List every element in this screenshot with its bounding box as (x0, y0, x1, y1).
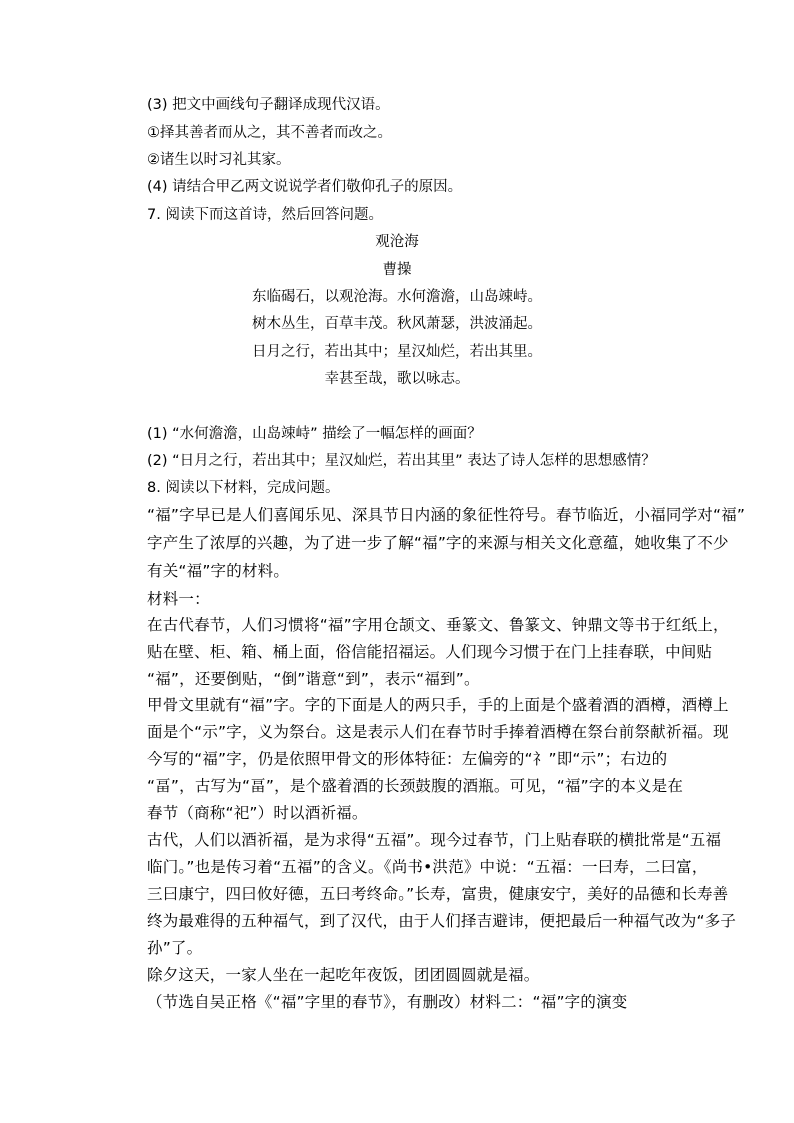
material-1-paragraph-3: 三曰康宁，四曰攸好德，五曰考终命。”长寿，富贵，健康安宁，美好的品德和长寿善 (147, 885, 729, 903)
material-intro-line: “福”字早已是人们喜闻乐见、深具节日内涵的象征性符号。春节临近，小福同学对“福” (147, 506, 746, 524)
poem-question-2: (2) “日月之行，若出其中；星汉灿烂，若出其里” 表达了诗人怎样的思想感情？ (147, 453, 656, 469)
material-1-paragraph-2: 甲骨文里就有“福”字。字的下面是人的两只手，手的上面是个盛着酒的酒樽，酒樽上 (147, 696, 729, 714)
question-3: (3) 把文中画线句子翻译成现代汉语。 (147, 97, 390, 113)
poem-author: 曹操 (382, 262, 412, 278)
material-1-paragraph-1: 贴在壁、柜、箱、桶上面，俗信能招福运。人们现今习惯于在门上挂春联，中间贴 (147, 643, 713, 661)
poem-title: 观沧海 (375, 234, 419, 250)
material-1-paragraph-1: “福”，还要倒贴，“倒”谐意“到”，表示“福到”。 (147, 670, 480, 688)
material-1-paragraph-3: 终为最难得的五种福气，到了汉代，由于人们择吉避讳，便把最后一种福气改为“多子 (147, 912, 737, 930)
material-1-paragraph-3: 古代，人们以酒祈福，是为求得“五福”。现今过春节，门上贴春联的横批常是“五福 (147, 831, 722, 849)
poem-line: 日月之行，若出其中；星汉灿烂，若出其里。 (252, 344, 542, 360)
material-1-paragraph-2: “畐”，古写为“畐”，是个盛着酒的长颈鼓腹的酒瓶。可见，“福”字的本义是在 (147, 777, 684, 795)
material-1-paragraph-3: 孙”了。 (147, 939, 203, 957)
material-source-and-material-2-label: （节选自吴正格《“福”字里的春节》，有删改）材料二：“福”字的演变 (147, 993, 628, 1011)
material-intro-line: 有关“福”字的材料。 (147, 562, 290, 580)
poem-line: 东临碣石，以观沧海。水何澹澹，山岛竦峙。 (252, 289, 542, 305)
question-8: 8. 阅读以下材料，完成问题。 (147, 480, 340, 496)
poem-line: 幸甚至哉，歌以咏志。 (324, 371, 470, 387)
poem-line: 树木丛生，百草丰茂。秋风萧瑟，洪波涌起。 (252, 316, 542, 332)
poem-question-1: (1) “水何澹澹，山岛竦峙” 描绘了一幅怎样的画面？ (147, 426, 482, 442)
material-intro-line: 字产生了浓厚的兴趣，为了进一步了解“福”字的来源与相关文化意蕴，她收集了不少 (147, 534, 729, 552)
question-7: 7. 阅读下而这首诗，然后回答问题。 (147, 207, 383, 223)
material-1-paragraph-2: 春节（商称“祀”）时以酒祈福。 (147, 804, 368, 822)
material-1-paragraph-3: 临门。”也是传习着“五福”的含义。《尚书•洪范》中说：“五福：一曰寿，二曰富， (147, 858, 708, 876)
question-4: (4) 请结合甲乙两文说说学者们敬仰孔子的原因。 (147, 179, 463, 195)
material-1-label: 材料一： (147, 590, 210, 608)
material-1-paragraph-1: 在古代春节，人们习惯将“福”字用仓颉文、垂篆文、鲁篆文、钟鼎文等书于红纸上， (147, 616, 729, 634)
material-1-paragraph-2: 今写的“福”字，仍是依照甲骨文的形体特征：左偏旁的“礻”即“示”；右边的 (147, 750, 668, 768)
material-1-paragraph-4: 除夕这天，一家人坐在一起吃年夜饭，团团圆圆就是福。 (147, 966, 540, 984)
question-3-sentence-1: ①择其善者而从之，其不善者而改之。 (147, 125, 392, 141)
question-3-sentence-2: ②诸生以时习礼其家。 (147, 152, 291, 168)
material-1-paragraph-2: 面是个“示”字，义为祭台。这是表示人们在春节时手捧着酒樽在祭台前祭献祈福。现 (147, 723, 729, 741)
